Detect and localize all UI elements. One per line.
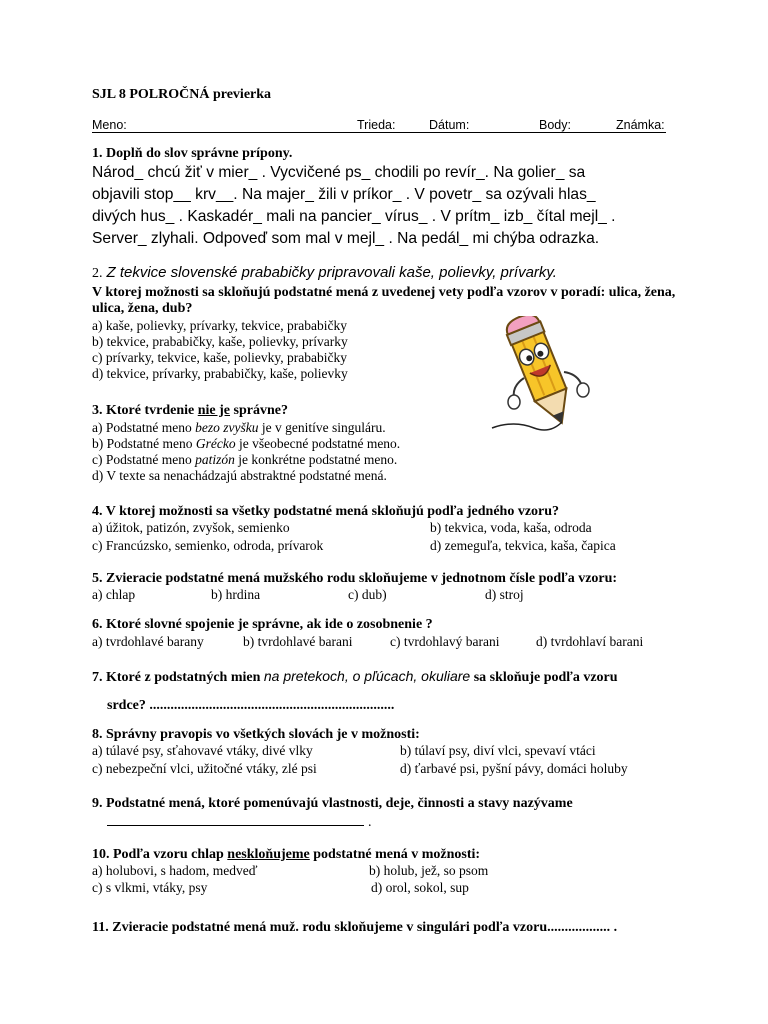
q1-line: objavili stop__ krv__. Na majer_ žili v príkor_ . V povetr_ sa ozývali hlas_ — [92, 186, 596, 203]
q1-line: Server_ zlyhali. Odpoveď som mal v mejl_ . Na pedál_ mi chýba odrazka. — [92, 230, 600, 247]
name-field-label[interactable]: Meno: — [92, 118, 127, 132]
q11-heading: 11. Zvieracie podstatné mená muž. rodu skloňujeme v singulári podľa vzoru.................. . — [92, 920, 618, 935]
q2-question: V ktorej možnosti sa skloňujú podstatné mená z uvedenej vety podľa vzorov v poradí: ulica, žena, ulica, žena, dub? — [92, 285, 676, 316]
q4-option-d[interactable]: d) zemeguľa, tekvica, kaša, čapica — [430, 538, 616, 553]
q3-option-text: je všeobecné podstatné meno. — [235, 436, 401, 451]
q3-option-text: je v genitíve singuláru. — [258, 420, 386, 435]
q6-option-a[interactable]: a) tvrdohlavé barany — [92, 634, 204, 649]
page-title: SJL 8 POLROČNÁ previerka — [92, 87, 272, 102]
q3-option-italic: patizón — [195, 452, 235, 467]
q9-answer-line[interactable] — [107, 811, 372, 831]
q3-heading — [92, 403, 288, 419]
class-field-label[interactable]: Trieda: — [357, 118, 396, 132]
q3-option-d[interactable] — [92, 468, 400, 484]
q2-option-c[interactable]: c) prívarky, tekvice, kaše, polievky, prababičky — [92, 350, 348, 365]
q7-heading — [92, 668, 618, 686]
q3-option-text: je konkrétne podstatné meno. — [234, 452, 398, 467]
q3-heading-emphasis: nie je — [197, 403, 231, 418]
q7-heading-prefix: 7. Ktoré z podstatných mien — [92, 670, 264, 685]
q10-option-a[interactable]: a) holubovi, s hadom, medveď — [92, 863, 258, 878]
q1-text — [92, 162, 616, 250]
header-fields-row — [92, 118, 666, 136]
q3-heading-suffix: správne? — [230, 403, 288, 418]
q5-option-c[interactable]: c) dub) — [348, 587, 387, 602]
q4-option-b[interactable]: b) tekvica, voda, kaša, odroda — [430, 520, 592, 535]
q5-heading: 5. Zvieracie podstatné mená mužského rodu skloňujeme v jednotnom čísle podľa vzoru: — [92, 571, 618, 586]
q2-options — [92, 318, 348, 382]
q8-option-a[interactable]: a) túlavé psy, sťahovavé vtáky, divé vlky — [92, 743, 313, 758]
q10-option-b[interactable]: b) holub, jež, so psom — [369, 863, 489, 878]
q10-option-c[interactable]: c) s vlkmi, vtáky, psy — [92, 880, 208, 895]
q4-option-c[interactable]: c) Francúzsko, semienko, odroda, prívarok — [92, 538, 324, 553]
q6-option-b[interactable]: b) tvrdohlavé barani — [243, 634, 353, 649]
q2-example-sentence: Z tekvice slovenské prababičky pripravovali kaše, polievky, prívarky. — [106, 264, 557, 281]
q3-heading-prefix: 3. Ktoré tvrdenie — [92, 403, 198, 418]
q5-option-b[interactable]: b) hrdina — [211, 587, 261, 602]
q4-option-a[interactable]: a) úžitok, patizón, zvyšok, semienko — [92, 520, 290, 535]
q2-option-a[interactable]: a) kaše, polievky, prívarky, tekvice, prababičky — [92, 318, 348, 333]
q7-words: na pretekoch, o pľúcach, okuliare — [263, 668, 471, 684]
q10-heading-suffix: podstatné mená v možnosti: — [309, 847, 481, 862]
q8-option-c[interactable]: c) nebezpeční vlci, užitočné vtáky, zlé psi — [92, 761, 317, 776]
q6-heading: 6. Ktoré slovné spojenie je správne, ak ide o zosobnenie ? — [92, 617, 433, 632]
points-field-label[interactable]: Body: — [539, 118, 571, 132]
q3-option-italic: bezo zvyšku — [195, 420, 259, 435]
q5-option-d[interactable]: d) stroj — [485, 587, 524, 602]
q8-option-b[interactable]: b) túlaví psy, diví vlci, spevaví vtáci — [400, 743, 596, 758]
q10-heading-prefix: 10. Podľa vzoru chlap — [92, 847, 228, 862]
q3-option-text: a) Podstatné meno — [92, 420, 196, 435]
q5-option-a[interactable]: a) chlap — [92, 587, 136, 602]
date-field-label[interactable]: Dátum: — [429, 118, 470, 132]
q7-answer-line[interactable]: srdce? ...................................................................... — [107, 698, 395, 713]
q1-line: divých hus_ . Kaskadér_ mali na pancier_ vírus_ . V prítm_ izb_ čítal mejl_ . — [92, 208, 616, 225]
q10-heading — [92, 847, 480, 863]
q9-heading: 9. Podstatné mená, ktoré pomenúvajú vlastnosti, deje, činnosti a stavy nazývame — [92, 796, 573, 811]
q7-heading-suffix: sa skloňuje podľa vzoru — [470, 670, 618, 685]
q2-option-d[interactable]: d) tekvice, prívarky, prababičky, kaše, polievky — [92, 366, 348, 381]
q6-option-d[interactable]: d) tvrdohlaví barani — [536, 634, 644, 649]
q3-option-c[interactable] — [92, 452, 400, 468]
q8-heading: 8. Správny pravopis vo všetkých slovách je v možnosti: — [92, 727, 420, 742]
q2-sentence — [92, 264, 557, 282]
q9-answer-period: . — [368, 815, 372, 830]
q3-option-text: c) Podstatné meno — [92, 452, 196, 467]
q9-answer-blank[interactable] — [107, 811, 364, 826]
q10-heading-emphasis: neskloňujeme — [227, 847, 310, 862]
q3-option-text: b) Podstatné meno — [92, 436, 196, 451]
q3-options — [92, 420, 400, 484]
q2-number: 2. — [92, 266, 103, 281]
pencil-mascot-illustration — [484, 316, 604, 436]
q3-option-a[interactable] — [92, 420, 400, 436]
q1-line: Národ_ chcú žiť v mier_ . Vycvičené ps_ chodili po revír_. Na golier_ sa — [92, 164, 586, 181]
q4-heading: 4. V ktorej možnosti sa všetky podstatné mená skloňujú podľa jedného vzoru? — [92, 504, 560, 519]
q3-option-italic: Grécko — [195, 436, 236, 451]
q1-heading: 1. Doplň do slov správne prípony. — [92, 146, 293, 161]
q2-option-b[interactable]: b) tekvice, prababičky, kaše, polievky, prívarky — [92, 334, 348, 349]
q10-option-d[interactable]: d) orol, sokol, sup — [371, 880, 469, 895]
q6-option-c[interactable]: c) tvrdohlavý barani — [390, 634, 500, 649]
q3-option-text: d) V texte sa nenachádzajú abstraktné podstatné mená. — [92, 468, 387, 483]
grade-field-label[interactable]: Známka: — [616, 118, 665, 132]
q8-option-d[interactable]: d) ťarbavé psi, pyšní pávy, domáci holuby — [400, 761, 628, 776]
q3-option-b[interactable] — [92, 436, 400, 452]
